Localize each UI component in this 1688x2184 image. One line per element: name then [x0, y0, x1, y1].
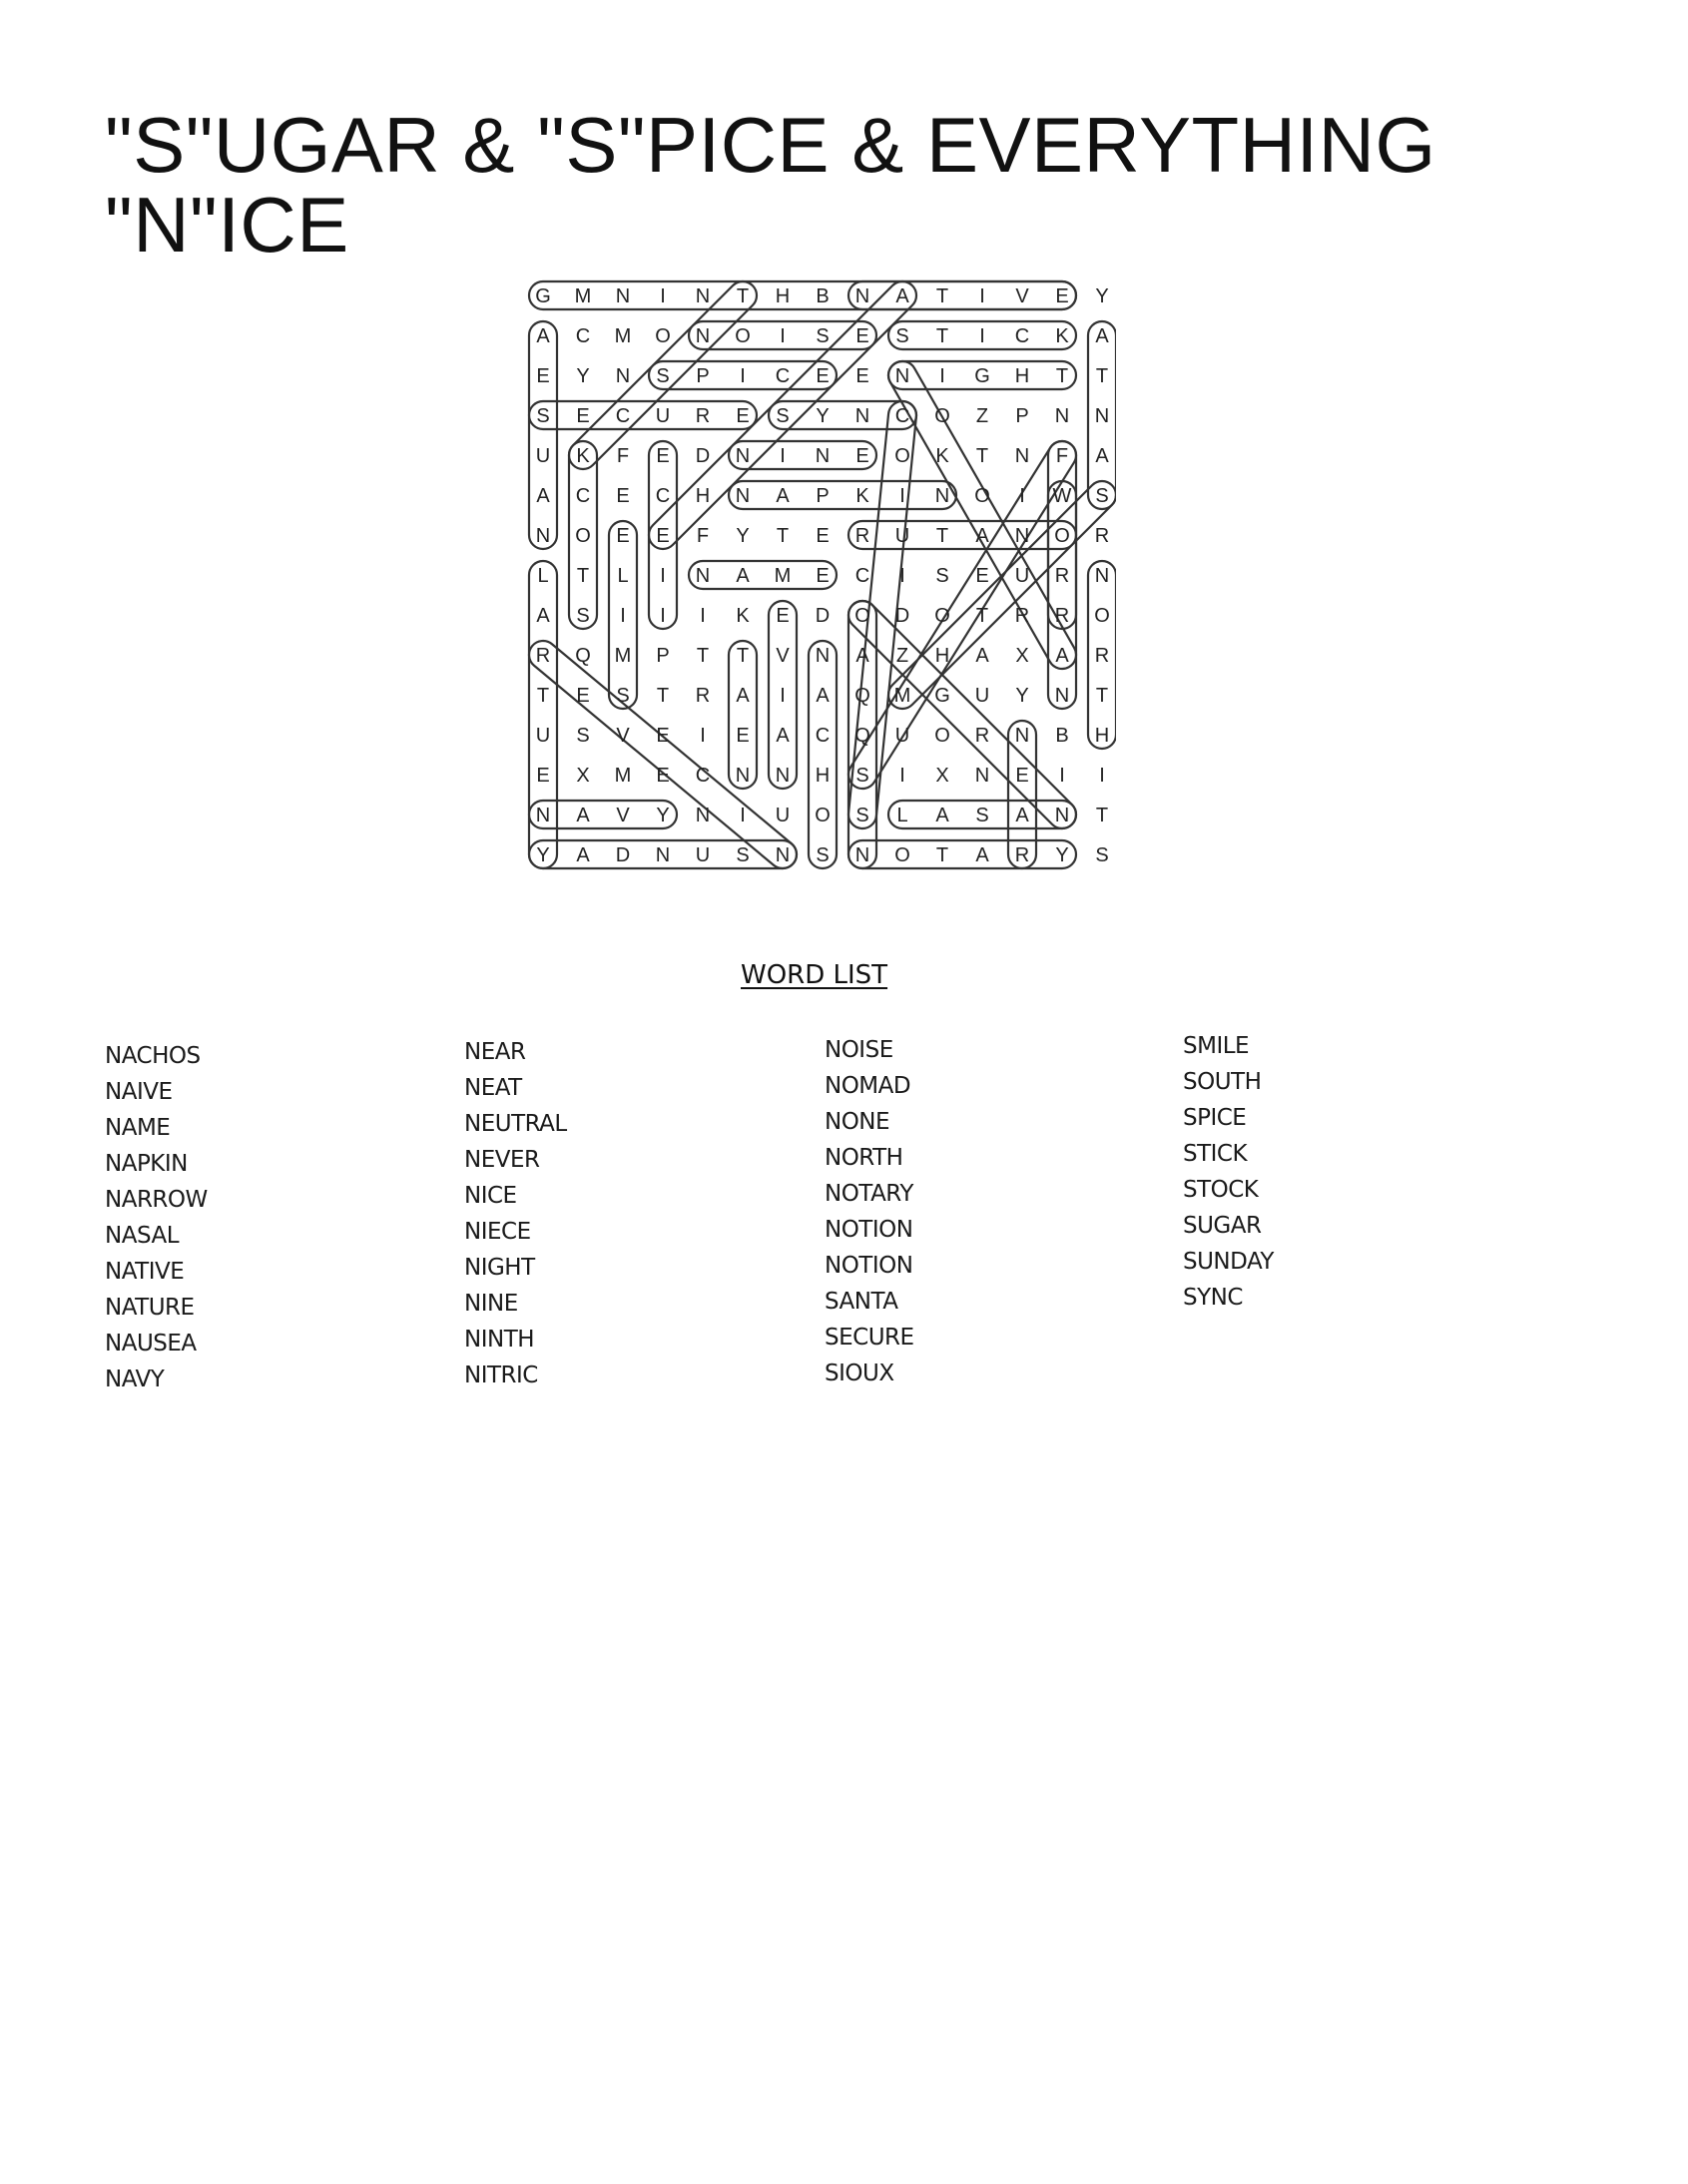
grid-letter: A — [1095, 445, 1109, 467]
word-list-item: NEAR — [464, 1039, 526, 1065]
grid-letter: C — [854, 565, 870, 587]
found-word-ring — [689, 561, 837, 589]
grid-letter: O — [815, 805, 831, 826]
grid-letter: R — [1054, 605, 1070, 627]
grid-letter: N — [735, 445, 751, 467]
grid-letter: N — [854, 285, 870, 307]
word-list-item: NATURE — [105, 1295, 195, 1321]
grid-letter: E — [1015, 765, 1029, 787]
grid-letter: S — [656, 365, 670, 387]
grid-letter: O — [934, 405, 950, 427]
grid-letter: A — [776, 485, 790, 507]
grid-letter: C — [575, 485, 591, 507]
grid-letter: I — [660, 285, 666, 307]
grid-letter: O — [655, 325, 671, 347]
grid-letter: S — [1095, 844, 1109, 866]
grid-letter: N — [615, 365, 631, 387]
title-line-2: "N"ICE — [105, 181, 349, 269]
grid-letter: N — [934, 485, 950, 507]
grid-letter: Z — [975, 405, 989, 427]
found-word-ring — [729, 481, 956, 509]
grid-letter: A — [536, 485, 550, 507]
grid-letter: S — [736, 844, 750, 866]
grid-letter: M — [614, 325, 632, 347]
word-list-item: NEVER — [464, 1147, 540, 1173]
word-list-item: SANTA — [825, 1289, 898, 1315]
grid-letter: K — [736, 605, 750, 627]
grid-letter: Y — [1055, 844, 1069, 866]
grid-letter: U — [974, 685, 990, 707]
grid-letter: E — [855, 365, 869, 387]
word-list-item: NIECE — [464, 1219, 531, 1245]
grid-letter: T — [935, 525, 949, 547]
grid-letter: G — [974, 365, 990, 387]
grid-letter: G — [934, 685, 950, 707]
grid-letter: N — [1054, 685, 1070, 707]
grid-letter: Y — [656, 805, 670, 826]
word-list-item: NARROW — [105, 1187, 208, 1213]
grid-letter: I — [780, 445, 786, 467]
grid-letter: E — [1055, 285, 1069, 307]
grid-letter: S — [935, 565, 949, 587]
word-list-item: SIOUX — [825, 1361, 894, 1386]
grid-letter: H — [695, 485, 711, 507]
found-word-ring — [809, 641, 837, 868]
grid-letter: N — [1094, 405, 1110, 427]
grid-letter: T — [975, 605, 989, 627]
grid-letter: C — [575, 325, 591, 347]
word-list-item: SPICE — [1183, 1105, 1247, 1131]
grid-letter: V — [776, 645, 790, 667]
word-list-item: NACHOS — [105, 1043, 201, 1069]
grid-letter: N — [695, 285, 711, 307]
grid-letter: I — [740, 805, 746, 826]
grid-letters — [535, 285, 1110, 866]
grid-letter: R — [854, 525, 870, 547]
grid-letter: O — [854, 605, 870, 627]
grid-letter: R — [1094, 525, 1110, 547]
grid-letter: N — [854, 405, 870, 427]
grid-letter: E — [855, 325, 869, 347]
grid-letter: R — [1054, 565, 1070, 587]
grid-letter: O — [934, 605, 950, 627]
grid-letter: G — [535, 285, 551, 307]
grid-letter: U — [535, 725, 551, 747]
grid-letter: A — [1015, 805, 1029, 826]
word-list-item: NOTION — [825, 1253, 913, 1279]
grid-letter: N — [1054, 805, 1070, 826]
found-word-ring — [529, 321, 557, 549]
grid-letter: L — [537, 565, 549, 587]
grid-letter: A — [1055, 645, 1069, 667]
grid-letter: N — [615, 285, 631, 307]
word-list-item: NIGHT — [464, 1255, 535, 1281]
found-word-ring — [848, 840, 1076, 868]
grid-letter: R — [1014, 605, 1030, 627]
grid-letter: I — [1059, 765, 1065, 787]
word-list-item: NEUTRAL — [464, 1111, 567, 1137]
grid-letter: T — [576, 565, 590, 587]
grid-letter: N — [735, 765, 751, 787]
grid-letter: T — [1095, 365, 1109, 387]
grid-letter: A — [895, 285, 909, 307]
grid-letter: O — [1094, 605, 1110, 627]
grid-letter: T — [935, 844, 949, 866]
grid-letter: N — [854, 844, 870, 866]
found-word-ring — [529, 801, 677, 828]
grid-letter: S — [895, 325, 909, 347]
grid-letter: T — [1095, 805, 1109, 826]
grid-letter: I — [939, 365, 945, 387]
grid-letter: M — [614, 765, 632, 787]
grid-letter: Y — [1095, 285, 1109, 307]
word-list-item: NAUSEA — [105, 1331, 197, 1357]
grid-letter: S — [816, 844, 830, 866]
word-list-item: NAPKIN — [105, 1151, 188, 1177]
grid-letter: Z — [895, 645, 909, 667]
word-list-column-3 — [825, 1032, 1164, 1391]
grid-letter: N — [1094, 565, 1110, 587]
grid-letter: N — [535, 525, 551, 547]
grid-letter: Q — [854, 725, 870, 747]
grid-letter: N — [535, 805, 551, 826]
grid-letter: I — [979, 285, 985, 307]
grid-letter: C — [695, 765, 711, 787]
grid-letter: P — [656, 645, 670, 667]
found-word-ring — [529, 281, 1076, 309]
grid-letter: N — [894, 365, 910, 387]
grid-letter: T — [1095, 685, 1109, 707]
grid-letter: N — [775, 844, 791, 866]
grid-letter: O — [974, 485, 990, 507]
grid-letter: N — [1014, 725, 1030, 747]
grid-letter: M — [614, 645, 632, 667]
grid-letter: E — [656, 725, 670, 747]
word-list-item: NEAT — [464, 1075, 522, 1101]
grid-letter: T — [536, 685, 550, 707]
word-list-item: NITRIC — [464, 1363, 538, 1388]
grid-letter: I — [1019, 485, 1025, 507]
grid-letter: I — [979, 325, 985, 347]
grid-letter: A — [855, 645, 869, 667]
grid-letter: N — [1054, 405, 1070, 427]
grid-letter: D — [815, 605, 831, 627]
found-word-ring — [523, 635, 802, 873]
grid-letter: O — [735, 325, 751, 347]
word-list-item: NOISE — [825, 1037, 893, 1063]
grid-letter: A — [816, 685, 830, 707]
grid-letter: I — [660, 565, 666, 587]
grid-letter: R — [695, 405, 711, 427]
puzzle-title — [105, 101, 1502, 269]
grid-letter: U — [894, 525, 910, 547]
grid-letter: A — [576, 844, 590, 866]
grid-letter: D — [894, 605, 910, 627]
grid-letter: R — [974, 725, 990, 747]
grid-letter: N — [815, 645, 831, 667]
grid-letter: S — [536, 405, 550, 427]
grid-letter: M — [893, 685, 911, 707]
grid-letter: I — [740, 365, 746, 387]
grid-letter: R — [1014, 844, 1030, 866]
word-list-item: NINTH — [464, 1327, 535, 1353]
word-list-heading: WORD LIST — [741, 960, 888, 990]
grid-letter: E — [776, 605, 790, 627]
grid-letter: I — [780, 325, 786, 347]
grid-letter: T — [736, 645, 750, 667]
grid-letter: Y — [576, 365, 590, 387]
grid-letter: V — [616, 805, 630, 826]
grid-letter: S — [816, 325, 830, 347]
word-list-item: NOTION — [825, 1217, 913, 1243]
word-list-item: NASAL — [105, 1223, 180, 1249]
grid-letter: L — [617, 565, 629, 587]
grid-letter: M — [774, 565, 792, 587]
grid-letter: E — [816, 565, 830, 587]
grid-letter: E — [536, 765, 550, 787]
grid-letter: U — [1014, 565, 1030, 587]
grid-letter: I — [700, 605, 706, 627]
word-list-item: SUNDAY — [1183, 1249, 1274, 1275]
grid-letter: X — [576, 765, 590, 787]
grid-letter: N — [695, 565, 711, 587]
grid-letter: W — [1052, 485, 1072, 507]
grid-letter: E — [816, 365, 830, 387]
grid-letter: T — [736, 285, 750, 307]
word-list-item: SYNC — [1183, 1285, 1243, 1311]
grid-letter: C — [655, 485, 671, 507]
grid-letter: X — [1015, 645, 1029, 667]
grid-letter: A — [736, 565, 750, 587]
grid-letter: E — [656, 445, 670, 467]
word-list-item: NOTARY — [825, 1181, 913, 1207]
grid-letter: A — [776, 725, 790, 747]
grid-letter: E — [975, 565, 989, 587]
grid-letter: F — [616, 445, 630, 467]
grid-letter: C — [1014, 325, 1030, 347]
grid-letter: T — [975, 445, 989, 467]
grid-letter: I — [899, 485, 905, 507]
grid-letter: F — [696, 525, 710, 547]
grid-letter: H — [775, 285, 791, 307]
grid-letter: P — [1015, 405, 1029, 427]
grid-letter: S — [1095, 485, 1109, 507]
grid-letter: A — [536, 325, 550, 347]
grid-letter: A — [975, 844, 989, 866]
grid-letter: N — [695, 805, 711, 826]
grid-letter: T — [935, 285, 949, 307]
grid-letter: R — [695, 685, 711, 707]
grid-letter: K — [935, 445, 949, 467]
grid-letter: U — [535, 445, 551, 467]
grid-letter: N — [695, 325, 711, 347]
grid-letter: E — [616, 525, 630, 547]
found-word-ring — [882, 475, 1116, 715]
word-list-item: NICE — [464, 1183, 517, 1209]
grid-letter: A — [536, 605, 550, 627]
grid-letter: R — [535, 645, 551, 667]
grid-letter: O — [894, 445, 910, 467]
grid-letter: E — [656, 525, 670, 547]
grid-letter: S — [576, 725, 590, 747]
word-list-column-4 — [1183, 1028, 1522, 1316]
grid-letter: D — [695, 445, 711, 467]
grid-letter: T — [656, 685, 670, 707]
grid-letter: H — [1094, 725, 1110, 747]
word-list-item: SOUTH — [1183, 1069, 1262, 1095]
word-list-column-1 — [105, 1038, 444, 1397]
grid-letter: I — [620, 605, 626, 627]
word-list-item: NAVY — [105, 1366, 165, 1392]
grid-letter: O — [894, 844, 910, 866]
grid-letter: P — [696, 365, 710, 387]
grid-letter: D — [615, 844, 631, 866]
grid-letter: I — [899, 765, 905, 787]
grid-letter: E — [656, 765, 670, 787]
grid-letter: O — [575, 525, 591, 547]
found-word-ring — [729, 441, 876, 469]
grid-letter: R — [1094, 645, 1110, 667]
grid-letter: N — [655, 844, 671, 866]
grid-letter: C — [894, 405, 910, 427]
grid-letter: F — [1055, 445, 1069, 467]
grid-letter: A — [576, 805, 590, 826]
word-list-item: SUGAR — [1183, 1213, 1262, 1239]
grid-letter: E — [616, 485, 630, 507]
grid-letter: S — [776, 405, 790, 427]
word-list-item: STICK — [1183, 1141, 1248, 1167]
grid-letter: B — [1055, 725, 1069, 747]
grid-letter: Y — [736, 525, 750, 547]
grid-letter: V — [1015, 285, 1029, 307]
grid-letter: X — [935, 765, 949, 787]
grid-letter: C — [775, 365, 791, 387]
grid-letter: O — [1054, 525, 1070, 547]
grid-letter: I — [780, 685, 786, 707]
grid-letter: P — [816, 485, 830, 507]
grid-letter: N — [815, 445, 831, 467]
grid-letter: T — [935, 325, 949, 347]
word-list-item: SMILE — [1183, 1033, 1250, 1059]
grid-letter: Q — [854, 685, 870, 707]
grid-letter: C — [815, 725, 831, 747]
grid-letter: I — [1099, 765, 1105, 787]
grid-letter: T — [696, 645, 710, 667]
grid-letter: S — [855, 765, 869, 787]
grid-letter: S — [616, 685, 630, 707]
word-list-item: NAME — [105, 1115, 171, 1141]
grid-letter: T — [776, 525, 790, 547]
grid-letter: M — [574, 285, 592, 307]
grid-letter: I — [700, 725, 706, 747]
grid-letter: A — [975, 525, 989, 547]
grid-letter: E — [816, 525, 830, 547]
grid-letter: Y — [536, 844, 550, 866]
grid-letter: A — [935, 805, 949, 826]
title-line-1: "S"UGAR & "S"PICE & EVERYTHING — [105, 101, 1436, 189]
grid-letter: E — [736, 405, 750, 427]
grid-letter: H — [815, 765, 831, 787]
grid-letter: E — [855, 445, 869, 467]
grid-letter: K — [1055, 325, 1069, 347]
grid-letter: V — [616, 725, 630, 747]
grid-letter: N — [1014, 445, 1030, 467]
grid-letter: S — [576, 605, 590, 627]
grid-letter: U — [775, 805, 791, 826]
word-list-item: SECURE — [825, 1325, 914, 1351]
grid-letter: C — [615, 405, 631, 427]
word-list-column-2 — [464, 1034, 804, 1393]
grid-letter: S — [975, 805, 989, 826]
grid-letter: O — [934, 725, 950, 747]
grid-letter: U — [695, 844, 711, 866]
word-list-item: NATIVE — [105, 1259, 185, 1285]
grid-letter: N — [775, 765, 791, 787]
grid-letter: I — [660, 605, 666, 627]
grid-letter: N — [974, 765, 990, 787]
grid-letter: E — [576, 685, 590, 707]
grid-letter: N — [735, 485, 751, 507]
grid-letter: I — [899, 565, 905, 587]
grid-letter: T — [1055, 365, 1069, 387]
grid-letter: L — [896, 805, 908, 826]
word-list-item: NONE — [825, 1109, 890, 1135]
grid-letter: B — [816, 285, 830, 307]
grid-letter: K — [576, 445, 590, 467]
grid-letter: H — [1014, 365, 1030, 387]
grid-letter: K — [855, 485, 869, 507]
word-list-item: NAIVE — [105, 1079, 173, 1105]
word-list-item: NINE — [464, 1291, 518, 1317]
word-list-item: NORTH — [825, 1145, 903, 1171]
grid-letter: E — [736, 725, 750, 747]
word-list-item: NOMAD — [825, 1073, 911, 1099]
grid-letter: Q — [575, 645, 591, 667]
grid-letter: A — [975, 645, 989, 667]
grid-letter: A — [736, 685, 750, 707]
grid-letter: U — [894, 725, 910, 747]
grid-letter: N — [1014, 525, 1030, 547]
grid-letter: S — [855, 805, 869, 826]
grid-letter: E — [576, 405, 590, 427]
grid-letter: E — [536, 365, 550, 387]
word-search-grid — [517, 273, 1116, 892]
grid-letter: H — [934, 645, 950, 667]
grid-letter: A — [1095, 325, 1109, 347]
grid-letter: Y — [1015, 685, 1029, 707]
grid-letter: U — [655, 405, 671, 427]
word-list-item: STOCK — [1183, 1177, 1259, 1203]
grid-letter: Y — [816, 405, 830, 427]
